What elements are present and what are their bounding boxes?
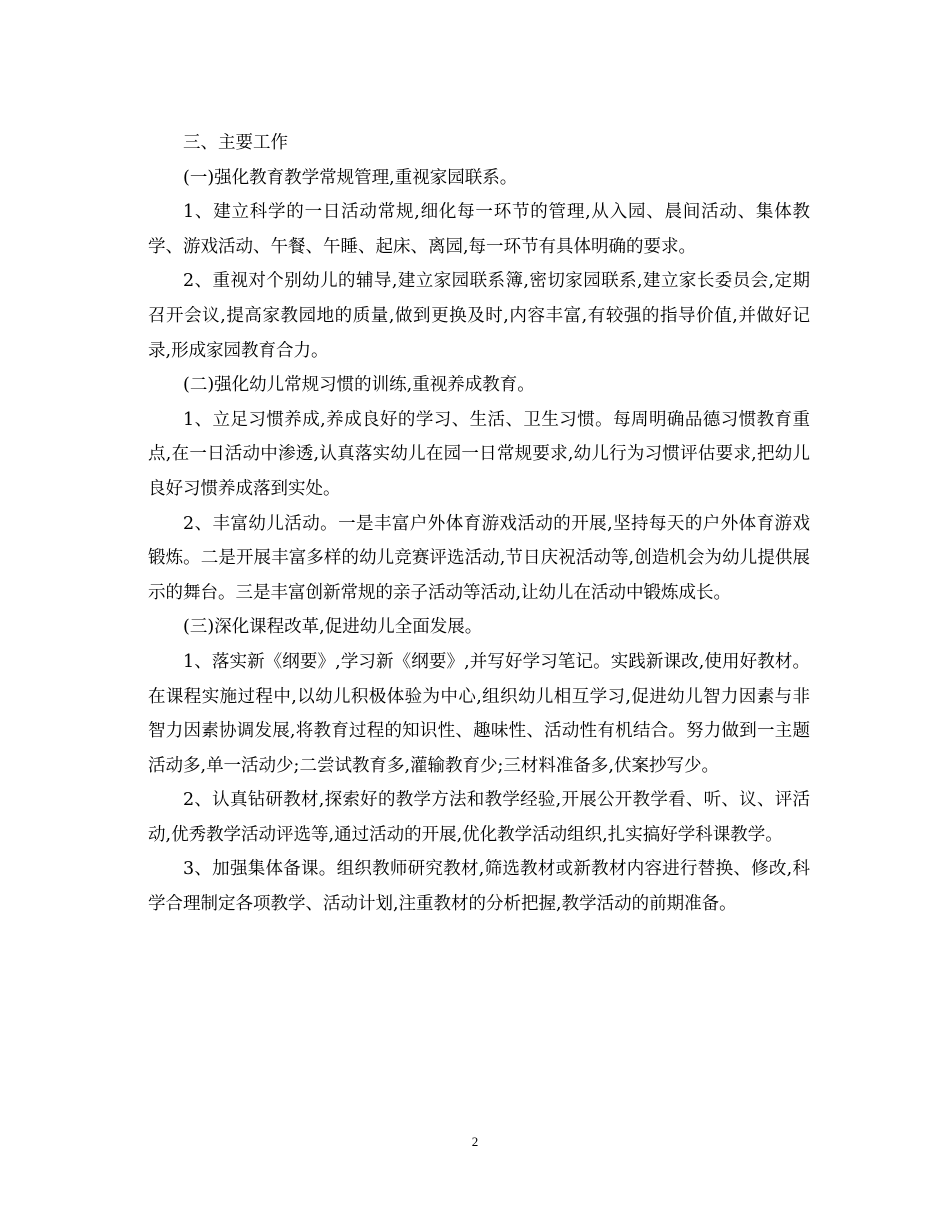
subsection-heading-1: (一)强化教育教学常规管理,重视家园联系。 xyxy=(183,167,518,188)
paragraph: 1、建立科学的一日活动常规,细化每一环节的管理,从入园、晨间活动、集体教学、游戏活动、午餐、午睡、起床、离园,每一环节有具体明确的要求。 xyxy=(148,202,810,257)
paragraph: 1、立足习惯养成,养成良好的学习、生活、卫生习惯。每周明确品德习惯教育重点,在一日活动中渗透,认真落实幼儿在园一日常规要求,幼儿行为习惯评估要求,把幼儿良好习惯养成落到实处。 xyxy=(148,409,810,499)
paragraph: 2、重视对个别幼儿的辅导,建立家园联系簿,密切家园联系,建立家长委员会,定期召开会议,提高家教园地的质量,做到更换及时,内容丰富,有较强的指导价值,并做好记录,形成家园教育合力。 xyxy=(148,271,810,361)
page-number: 2 xyxy=(471,1134,479,1149)
subsection-heading-2: (二)强化幼儿常规习惯的训练,重视养成教育。 xyxy=(183,375,535,396)
paragraph: 3、加强集体备课。组织教师研究教材,筛选教材或新教材内容进行替换、修改,科学合理制定各项教学、活动计划,注重教材的分析把握,教学活动的前期准备。 xyxy=(148,859,810,915)
paragraph: 1、落实新《纲要》,学习新《纲要》,并写好学习笔记。实践新课改,使用好教材。在课程实施过程中,以幼儿积极体验为中心,组织幼儿相互学习,促进幼儿智力因素与非智力因素协调发展,将教育过程的知识性、趣味性、活动性有机结合。努力做到一主题活动多,单一活动少;二尝试教育多,灌输教育少;三材料准备多,伏案抄写少。 xyxy=(148,651,810,776)
subsection-heading-3: (三)深化课程改革,促进幼儿全面发展。 xyxy=(183,617,483,638)
paragraph: 2、认真钻研教材,探索好的教学方法和教学经验,开展公开教学看、听、议、评活动,优秀教学活动评选等,通过活动的开展,优化教学活动组织,扎实搞好学科课教学。 xyxy=(148,790,810,845)
section-heading: 三、主要工作 xyxy=(183,133,288,153)
document-body xyxy=(148,126,810,922)
paragraph: 2、丰富幼儿活动。一是丰富户外体育游戏活动的开展,坚持每天的户外体育游戏锻炼。二是开展丰富多样的幼儿竞赛评选活动,节日庆祝活动等,创造机会为幼儿提供展示的舞台。三是丰富创新常规的亲子活动等活动,让幼儿在活动中锻炼成长。 xyxy=(148,513,810,603)
